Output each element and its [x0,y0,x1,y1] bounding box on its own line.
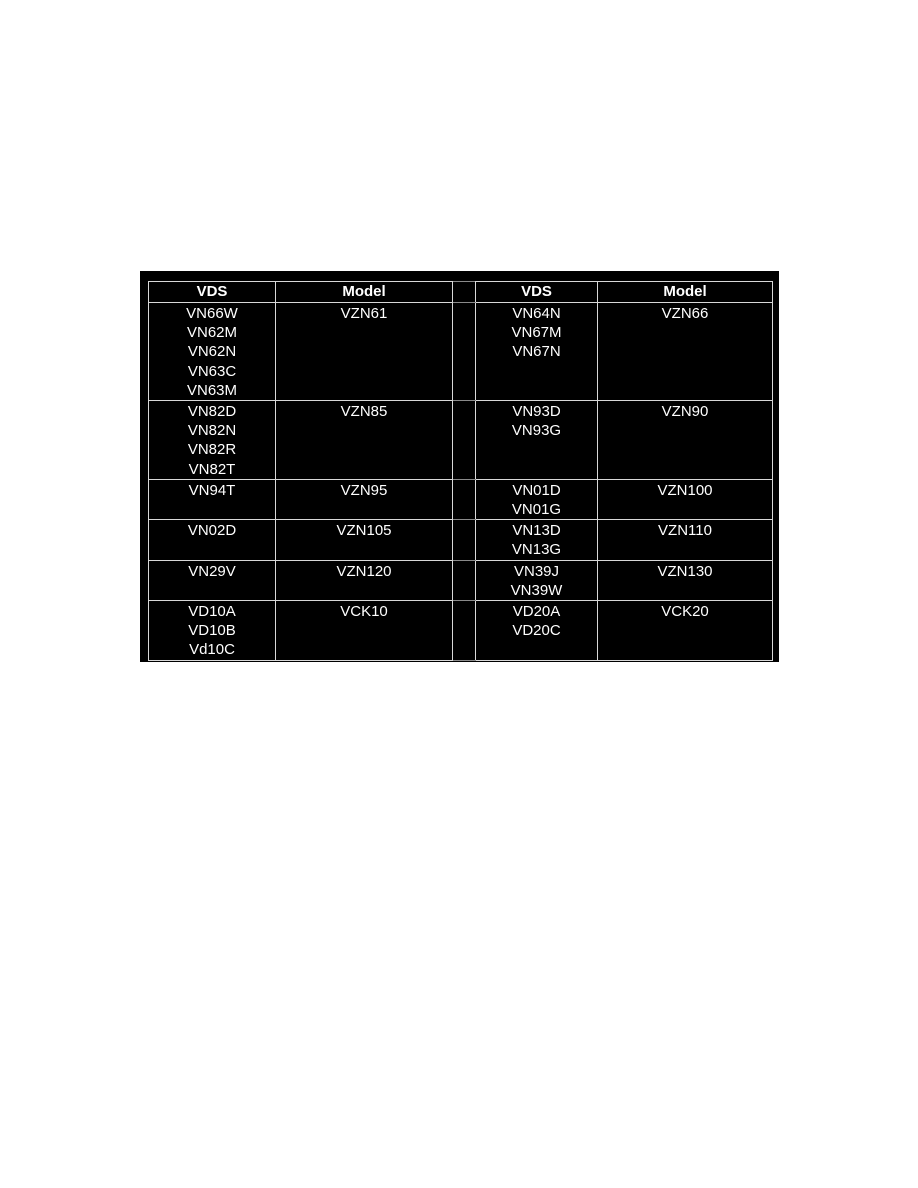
vds-code: VN64N [512,305,561,322]
model-code: VZN85 [340,403,388,421]
vds-cell-left [149,560,276,600]
column-gap [453,401,476,480]
column-gap [453,560,476,600]
vds-code: Vd10C [189,641,235,659]
column-gap [453,479,476,519]
vds-code: VN02D [187,522,237,540]
model-cell-right [598,601,773,661]
vds-code: VN39W [510,581,563,599]
model-code: VZN90 [661,403,709,421]
scanned-table-image [140,271,779,662]
vds-code: VN01G [511,501,562,519]
vds-code: VN82R [187,441,237,459]
model-code: VZN120 [336,562,392,580]
table-row [149,401,773,480]
vds-code: VD10A [188,603,236,621]
vds-cell-right [476,601,598,661]
vds-code: VN94T [188,481,236,499]
header-vds-left: VDS [149,282,276,303]
vds-cell-left [149,401,276,480]
table-row [149,560,773,600]
model-code: VZN130 [657,562,713,580]
scan-speck [886,542,891,547]
model-cell-left [276,520,453,560]
vds-code: VN93D [512,403,561,421]
header-model-left: Model [276,282,453,303]
table-row [149,303,773,401]
vds-code: VD20C [512,622,561,640]
vds-cell-right [476,401,598,480]
column-gap [453,282,476,303]
header-model-right: Model [598,282,773,303]
column-gap [453,601,476,661]
vds-code: VN67M [511,324,562,342]
model-cell-right [598,479,773,519]
vds-code: VN13D [512,522,561,540]
model-cell-left [276,560,453,600]
model-cell-left [276,401,453,480]
vds-code: VN93G [511,422,562,440]
header-vds-right: VDS [476,282,598,303]
model-cell-right [598,520,773,560]
table-row [149,601,773,661]
vds-code: VN01D [512,481,561,499]
table-body [149,303,773,661]
vds-code: VN63C [187,362,237,380]
model-code: VZN100 [657,481,713,499]
vds-cell-left [149,303,276,401]
model-code: VZN66 [661,305,709,322]
vds-code: VN39J [513,562,560,580]
table-row [149,520,773,560]
model-cell-left [276,303,453,401]
vds-cell-left [149,520,276,560]
vds-code: VN82T [188,460,236,478]
vds-cell-left [149,479,276,519]
vds-model-table [148,281,773,661]
vds-code: VN62M [186,324,238,342]
vds-cell-right [476,560,598,600]
model-cell-left [276,479,453,519]
model-code: VZN105 [336,522,392,540]
vds-code: VD10B [188,622,236,640]
vds-code: VN66W [186,305,238,322]
vds-code: VD20A [512,603,561,621]
vds-code: VN82D [187,403,237,421]
column-gap [453,520,476,560]
vds-code: VN62N [187,343,237,361]
vds-cell-right [476,479,598,519]
vds-code: VN67N [512,343,561,361]
model-code: VZN61 [340,305,388,322]
vds-code: VN29V [188,562,236,580]
vds-cell-left [149,601,276,661]
table-row [149,479,773,519]
model-cell-left [276,601,453,661]
vds-code: VN82N [187,422,237,440]
table-header-row [149,282,773,303]
vds-code: VN63M [186,381,238,399]
model-code: VCK10 [340,603,388,621]
vds-cell-right [476,520,598,560]
model-code: VCK20 [661,603,709,621]
model-cell-right [598,303,773,401]
vds-cell-right [476,303,598,401]
column-gap [453,303,476,401]
model-cell-right [598,401,773,480]
vds-code: VN13G [511,541,562,559]
model-code: VZN110 [658,522,712,540]
model-cell-right [598,560,773,600]
model-code: VZN95 [340,481,388,499]
